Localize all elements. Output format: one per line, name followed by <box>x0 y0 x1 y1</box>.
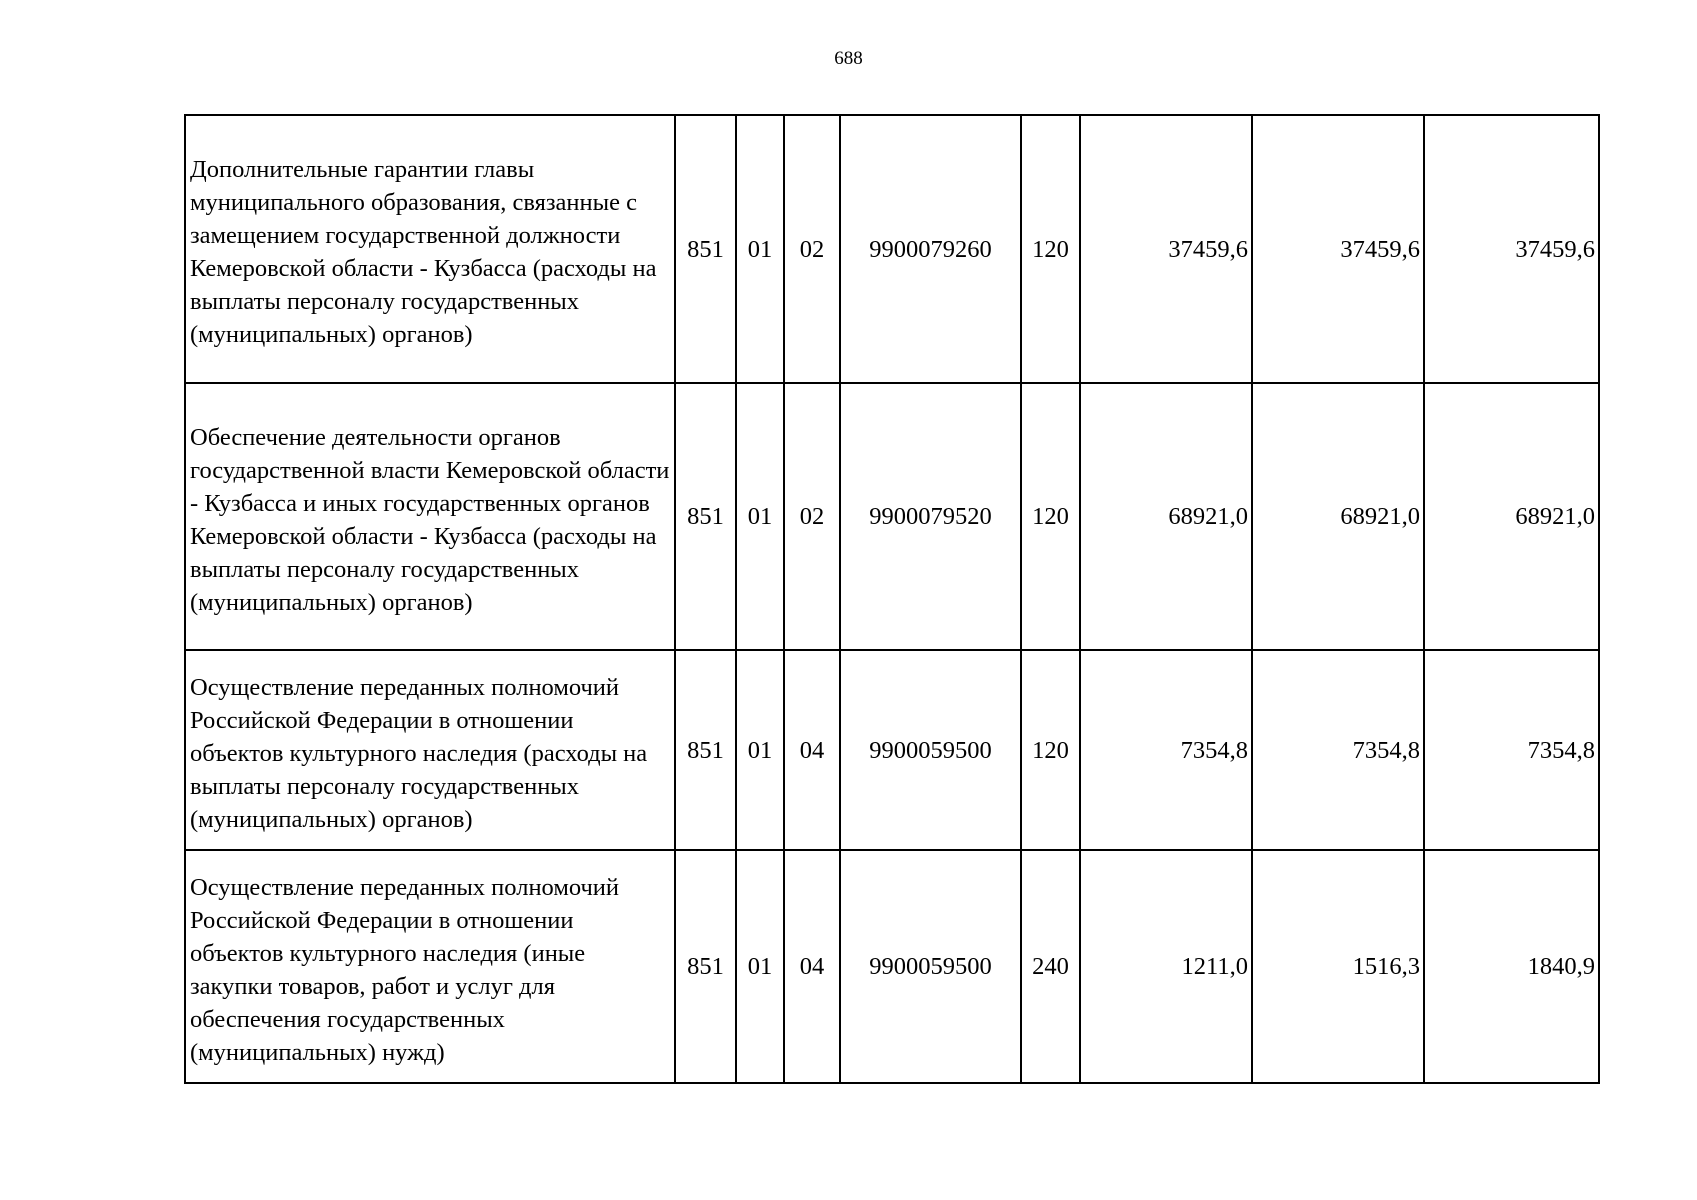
amount-2: 37459,6 <box>1252 115 1424 383</box>
razdel-code: 01 <box>736 115 784 383</box>
amount-2: 68921,0 <box>1252 383 1424 650</box>
podrazdel-code: 04 <box>784 650 840 850</box>
tselevaya-statya-code: 9900079260 <box>840 115 1021 383</box>
vedomstvo-code: 851 <box>675 650 736 850</box>
amount-3: 37459,6 <box>1424 115 1599 383</box>
amount-3: 68921,0 <box>1424 383 1599 650</box>
podrazdel-code: 04 <box>784 850 840 1083</box>
vid-raskhodov-code: 120 <box>1021 383 1080 650</box>
vid-raskhodov-code: 240 <box>1021 850 1080 1083</box>
amount-2: 7354,8 <box>1252 650 1424 850</box>
amount-2: 1516,3 <box>1252 850 1424 1083</box>
row-description: Дополнительные гарантии главы муниципального образования, связанные с замещением государственной должности Кемеровской области - Кузбасса (расходы на выплаты персоналу государственных (муниципальных) органов) <box>185 115 675 383</box>
vid-raskhodov-code: 120 <box>1021 650 1080 850</box>
budget-table <box>184 114 1600 1084</box>
amount-1: 1211,0 <box>1080 850 1252 1083</box>
table-row <box>185 850 1599 1083</box>
razdel-code: 01 <box>736 650 784 850</box>
amount-3: 7354,8 <box>1424 650 1599 850</box>
row-description: Осуществление переданных полномочий Российской Федерации в отношении объектов культурного наследия (иные закупки товаров, работ и услуг для обеспечения государственных (муниципальных) нужд) <box>185 850 675 1083</box>
tselevaya-statya-code: 9900079520 <box>840 383 1021 650</box>
table-row <box>185 115 1599 383</box>
vedomstvo-code: 851 <box>675 383 736 650</box>
amount-1: 37459,6 <box>1080 115 1252 383</box>
row-description: Обеспечение деятельности органов государственной власти Кемеровской области - Кузбасса и иных государственных органов Кемеровской области - Кузбасса (расходы на выплаты персоналу государственных (муниципальных) органов) <box>185 383 675 650</box>
amount-1: 68921,0 <box>1080 383 1252 650</box>
vedomstvo-code: 851 <box>675 850 736 1083</box>
table-row <box>185 650 1599 850</box>
tselevaya-statya-code: 9900059500 <box>840 850 1021 1083</box>
razdel-code: 01 <box>736 383 784 650</box>
amount-1: 7354,8 <box>1080 650 1252 850</box>
podrazdel-code: 02 <box>784 383 840 650</box>
page-number: 688 <box>834 48 863 69</box>
razdel-code: 01 <box>736 850 784 1083</box>
vedomstvo-code: 851 <box>675 115 736 383</box>
vid-raskhodov-code: 120 <box>1021 115 1080 383</box>
amount-3: 1840,9 <box>1424 850 1599 1083</box>
tselevaya-statya-code: 9900059500 <box>840 650 1021 850</box>
podrazdel-code: 02 <box>784 115 840 383</box>
table-row <box>185 383 1599 650</box>
row-description: Осуществление переданных полномочий Российской Федерации в отношении объектов культурного наследия (расходы на выплаты персоналу государственных (муниципальных) органов) <box>185 650 675 850</box>
